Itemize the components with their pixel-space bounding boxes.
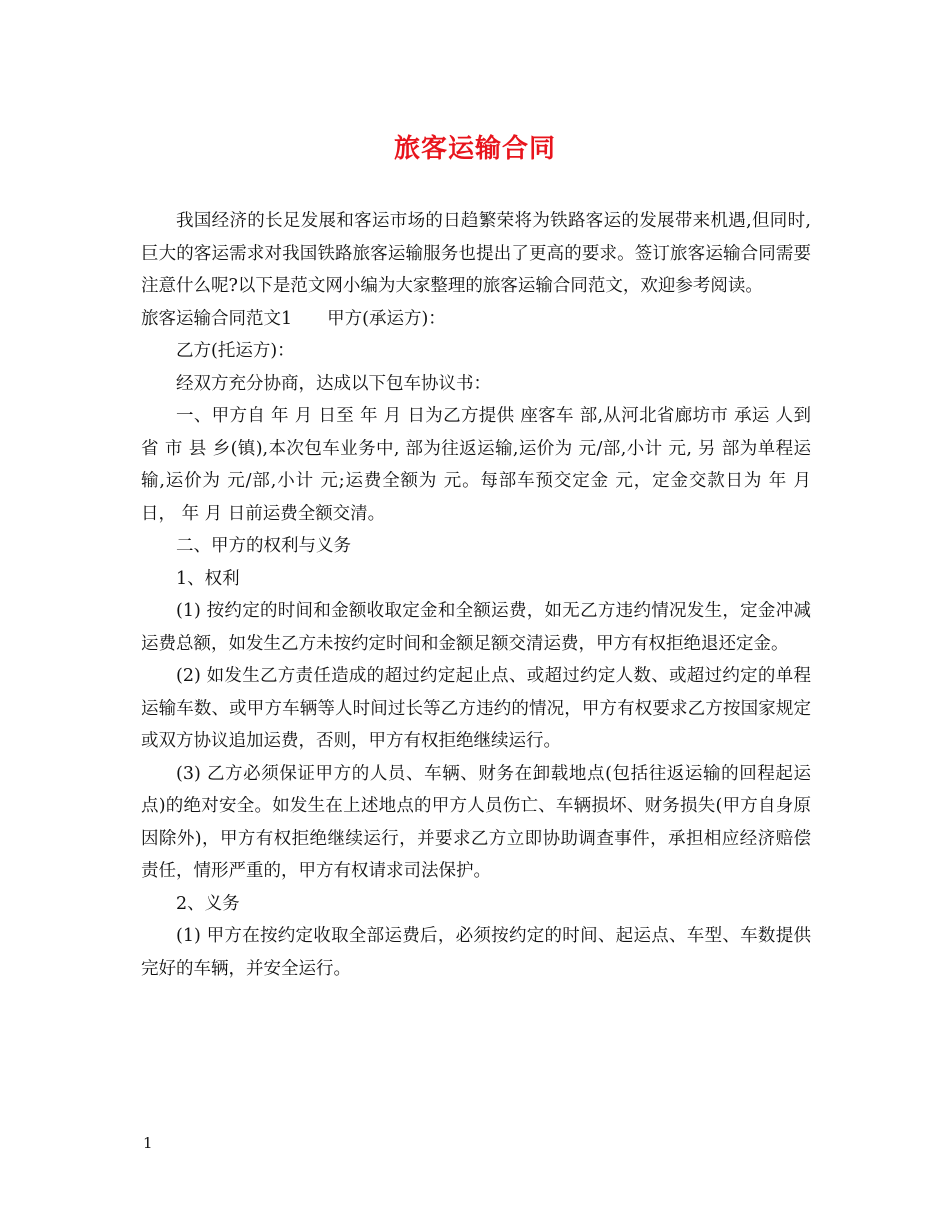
section-2-heading: 二、甲方的权利与义务 [176,536,351,556]
intro-paragraph: 我国经济的长足发展和客运市场的日趋繁荣将为铁路客运的发展带来机遇,但同时,巨大的客运需求对我国铁路旅客运输服务也提出了更高的要求。签订旅客运输合同需要注意什么呢?以下是范文网小编为大家整理的旅客运输合同范文，欢迎参考阅读。 [141,211,811,296]
obligation-1-paragraph: (1) 甲方在按约定收取全部运费后，必须按约定的时间、起运点、车型、车数提供完好的车辆，并安全运行。 [141,926,811,979]
right-2-paragraph: (2) 如发生乙方责任造成的超过约定起止点、或超过约定人数、或超过约定的单程运输车数、或甲方车辆等人时间过长等乙方违约的情况，甲方有权要求乙方按国家规定或双方协议追加运费，否则，甲方有权拒绝继续运行。 [141,666,811,751]
clause-1-paragraph: 一、甲方自 年 月 日至 年 月 日为乙方提供 座客车 部,从河北省廊坊市 承运 人到 省 市 县 乡(镇),本次包车业务中, 部为往返运输,运价为 元/部,小计 元, 另 部为单程运输,运价为 元/部,小计 元;运费全额为 元。每部车预交定金 元，定金交款日为 年 月 日， 年 月 日前运费全额交清。 [141,406,811,524]
right-1-paragraph: (1) 按约定的时间和金额收取定金和全额运费，如无乙方违约情况发生，定金冲减运费总额，如发生乙方未按约定时间和金额足额交清运费，甲方有权拒绝退还定金。 [141,601,811,654]
obligations-heading: 2、义务 [176,893,240,914]
page-number: 1 [143,1134,153,1152]
party-b-line: 乙方(托运方)： [176,341,295,361]
document-body [141,205,811,985]
agreement-line: 经双方充分协商，达成以下包车协议书： [176,373,491,394]
rights-heading: 1、权利 [176,568,240,589]
document-title: 旅客运输合同 [393,134,556,164]
right-3-paragraph: (3) 乙方必须保证甲方的人员、车辆、财务在卸载地点(包括往返运输的回程起运点)的绝对安全。如发生在上述地点的甲方人员伤亡、车辆损坏、财务损失(甲方自身原因除外)，甲方有权拒绝继续运行，并要求乙方立即协助调查事件，承担相应经济赔偿责任，情形严重的，甲方有权请求司法保护。 [141,763,811,881]
contract-sample-heading: 旅客运输合同范文1 甲方(承运方)： [141,308,446,329]
